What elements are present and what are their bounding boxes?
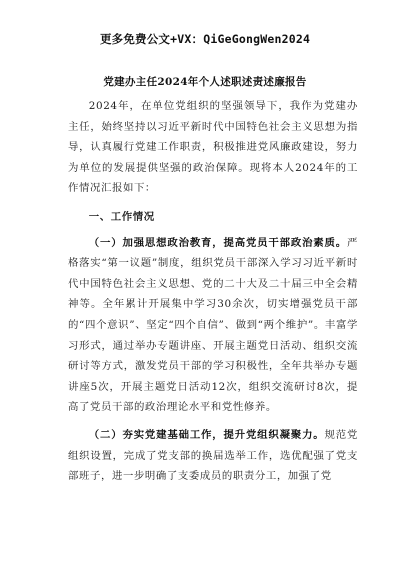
section-heading: 一、工作情况 [88,210,155,223]
item-1-lead: （一）加强思想政治教育，提高党员干部政治素质。 [88,236,347,249]
paragraph-item-2 [68,425,358,487]
item-1-body: 严格落实“第一议题”制度，组织党员干部深入学习习近平新时代中国特色社会主义思想、党的二十大及二十届三中全会精神等。全年累计开展集中学习30余次，切实增强党员干部的“四个意识”、坚定“四个自信”、做到“两个维护”。丰富学习形式，通过举办专题讲座、开展主题党日活动、组织交流研讨等方式，激发党员干部的学习积极性，全年共举办专题讲座5次，开展主题党日活动12次，组织交流研讨8次，提高了党员干部的政治理论水平和党性修养。 [68,236,358,414]
item-2-lead: （二）夯实党建基础工作，提升党组织凝聚力。 [88,428,325,441]
intro-paragraph: 2024年，在单位党组织的坚强领导下，我作为党建办主任，始终坚持以习近平新时代中国特色社会主义思想为指导，认真履行党建工作职责，积极推进党风廉政建设，努力为单位的发展提供坚强的政治保障。现将本人2024年的工作情况汇报如下： [68,100,358,195]
item-2-body: 规范党组织设置，完成了党支部的换届选举工作，选优配强了党支部班子，进一步明确了支委成员的职责分工，加强了党 [68,428,358,483]
document-title: 党建办主任2024年个人述职述责述廉报告 [103,76,307,88]
watermark-header: 更多免费公文+VX：QiGeGongWen2024 [99,32,311,46]
document-body [68,96,358,487]
paragraph-item-1 [68,233,358,418]
